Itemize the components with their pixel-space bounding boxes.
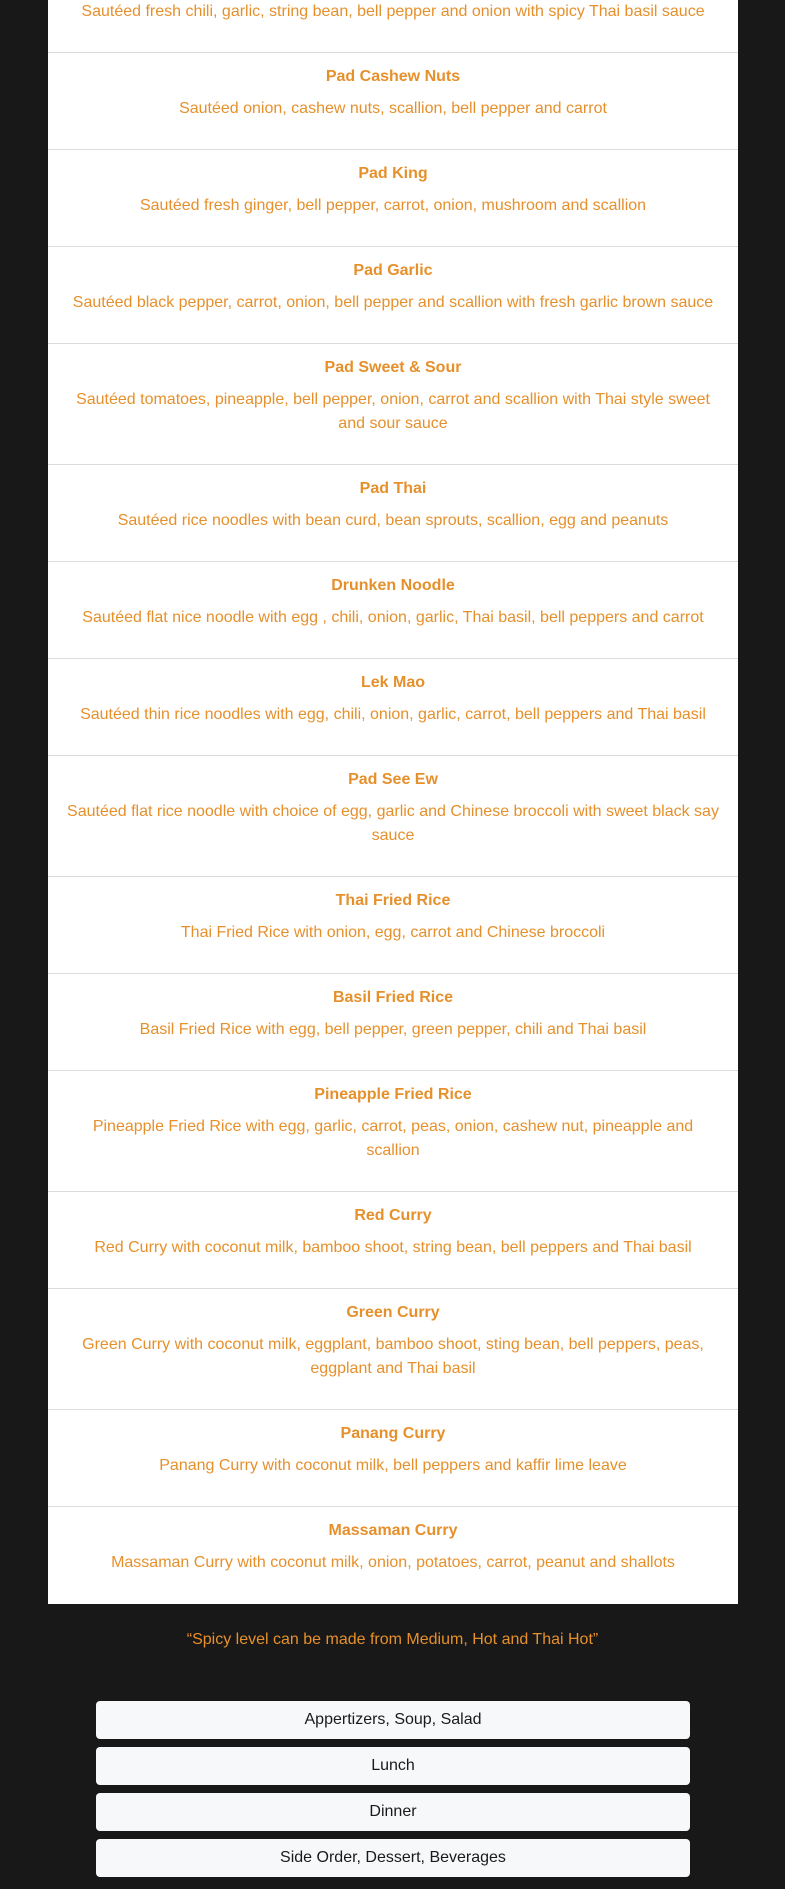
menu-item	[48, 247, 738, 344]
menu-item-description: Red Curry with coconut milk, bamboo shoot, string bean, bell peppers and Thai basil	[94, 1239, 692, 1256]
menu-item-description: Sautéed rice noodles with bean curd, bean sprouts, scallion, egg and peanuts	[117, 512, 669, 529]
nav-button-appetizers[interactable]: Appertizers, Soup, Salad	[96, 1701, 690, 1739]
menu-item-name: Massaman Curry	[328, 1522, 458, 1539]
menu-item-name: Pad King	[358, 165, 428, 182]
menu-item	[48, 1071, 738, 1192]
menu-item	[48, 465, 738, 562]
menu-item-description: Sautéed onion, cashew nuts, scallion, bell pepper and carrot	[179, 100, 607, 117]
menu-item-description: Sautéed fresh chili, garlic, string bean, bell pepper and onion with spicy Thai basil sauce	[81, 3, 705, 20]
menu-item	[48, 1507, 738, 1604]
menu-item-description: Sautéed thin rice noodles with egg, chili, onion, garlic, carrot, bell peppers and Thai basil	[80, 706, 706, 723]
menu-item-name: Pad Cashew Nuts	[325, 68, 461, 85]
nav-button-side-order[interactable]: Side Order, Dessert, Beverages	[96, 1839, 690, 1877]
spicy-level-note: “Spicy level can be made from Medium, Hot and Thai Hot”	[186, 1631, 599, 1648]
menu-item	[48, 659, 738, 756]
menu-item	[48, 877, 738, 974]
menu-item-description: Thai Fried Rice with onion, egg, carrot and Chinese broccoli	[180, 924, 606, 941]
menu-item	[48, 974, 738, 1071]
menu-item-description: Sautéed fresh ginger, bell pepper, carrot, onion, mushroom and scallion	[139, 197, 647, 214]
menu-item-description: Sautéed flat rice noodle with choice of egg, garlic and Chinese broccoli with sweet black say sauce	[67, 803, 719, 844]
menu-item-name: Green Curry	[346, 1304, 440, 1321]
menu-item-name: Pad See Ew	[348, 771, 438, 788]
menu-item-name: Red Curry	[354, 1207, 432, 1224]
menu-item	[48, 756, 738, 877]
menu-item-name: Pineapple Fried Rice	[314, 1086, 472, 1103]
menu-item-description: Panang Curry with coconut milk, bell peppers and kaffir lime leave	[159, 1457, 627, 1474]
menu-item	[48, 1192, 738, 1289]
menu-item-name: Panang Curry	[340, 1425, 446, 1442]
menu-item-name: Lek Mao	[360, 674, 425, 691]
menu-item-name: Pad Garlic	[353, 262, 433, 279]
menu-item-name: Pad Sweet & Sour	[324, 359, 462, 376]
menu-item	[48, 344, 738, 465]
menu-item	[48, 562, 738, 659]
nav-button-dinner[interactable]: Dinner	[96, 1793, 690, 1831]
menu-item	[48, 1410, 738, 1507]
menu-item	[48, 1289, 738, 1410]
menu-item-name: Basil Fried Rice	[332, 989, 454, 1006]
menu-item	[48, 150, 738, 247]
menu-item-name: Drunken Noodle	[331, 577, 455, 594]
menu-item-description: Sautéed black pepper, carrot, onion, bell pepper and scallion with fresh garlic brown sauce	[72, 294, 714, 311]
menu-item-name: Thai Fried Rice	[335, 892, 451, 909]
menu-item-description: Pineapple Fried Rice with egg, garlic, carrot, peas, onion, cashew nut, pineapple and scallion	[92, 1118, 694, 1159]
menu-item	[48, 0, 738, 53]
menu-item-description: Green Curry with coconut milk, eggplant, bamboo shoot, sting bean, bell peppers, peas, eggplant and Thai basil	[82, 1336, 704, 1377]
menu-item-description: Massaman Curry with coconut milk, onion, potatoes, carrot, peanut and shallots	[111, 1554, 675, 1571]
menu-item-description: Sautéed flat nice noodle with egg , chili, onion, garlic, Thai basil, bell peppers and carrot	[82, 609, 704, 626]
nav-button-lunch[interactable]: Lunch	[96, 1747, 690, 1785]
menu-item-description: Basil Fried Rice with egg, bell pepper, green pepper, chili and Thai basil	[139, 1021, 647, 1038]
menu-item	[48, 53, 738, 150]
menu-item-description: Sautéed tomatoes, pineapple, bell pepper, onion, carrot and scallion with Thai style sweet and sour sauce	[76, 391, 710, 432]
menu-item-name: Pad Thai	[359, 480, 427, 497]
menu-panel	[48, 0, 738, 1604]
